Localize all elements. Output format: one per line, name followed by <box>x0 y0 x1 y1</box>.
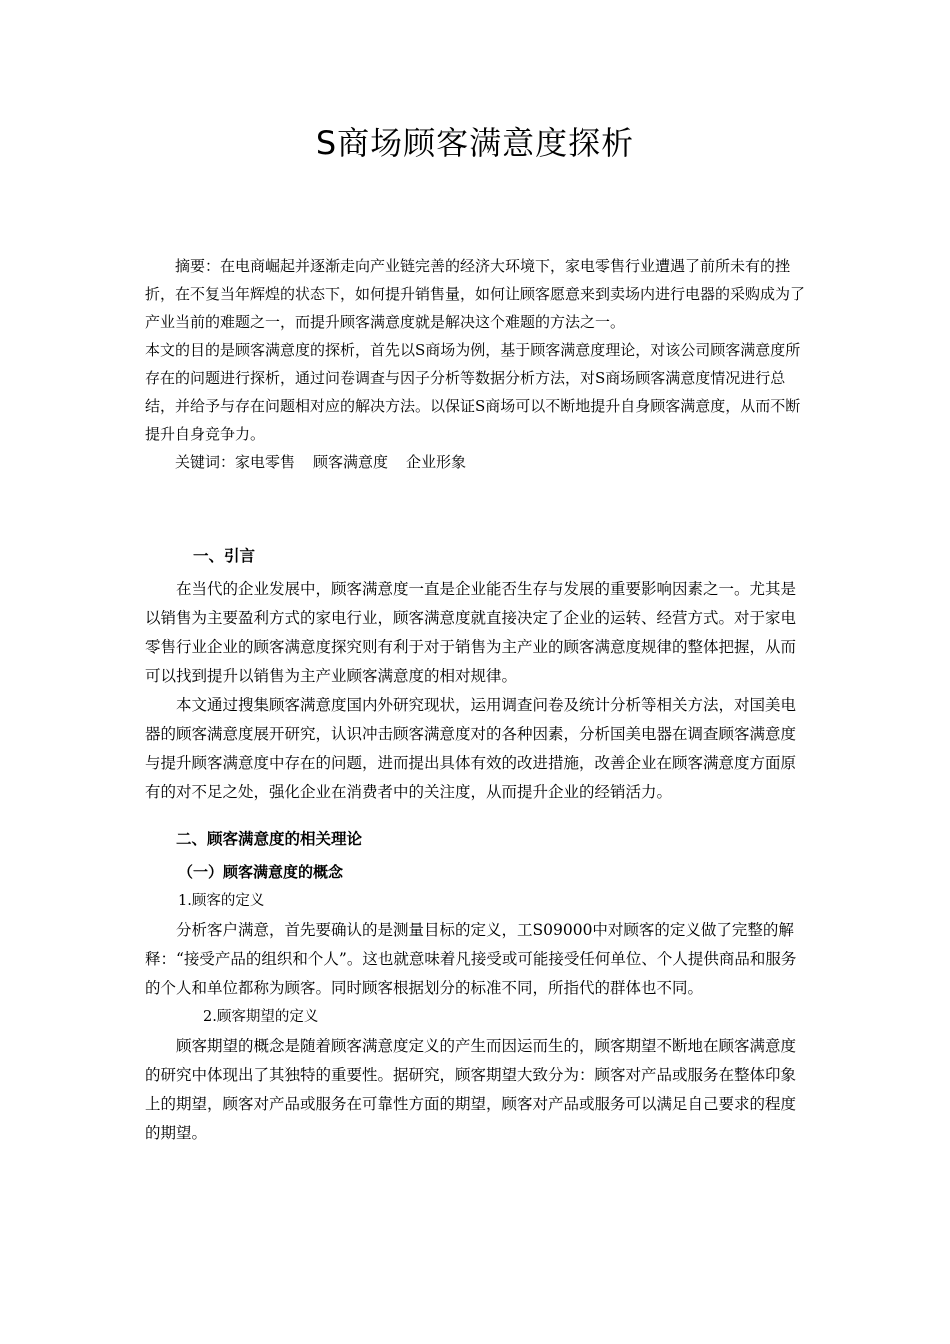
abstract-block <box>145 252 807 476</box>
definition-paragraph-customer: 分析客户满意，首先要确认的是测量目标的定义，工S09000中对顾客的定义做了完整的解释：“接受产品的组织和个人”。这也就意味着凡接受或可能接受任何单位、个人提供商品和服务的个人和单位都称为顾客。同时顾客根据划分的标准不同，所指代的群体也不同。 <box>145 921 797 997</box>
document-title: S商场顾客满意度探析 <box>315 124 635 162</box>
subsection-heading-concept: （一）顾客满意度的概念 <box>178 863 344 881</box>
section-heading-theory: 二、顾客满意度的相关理论 <box>176 830 363 848</box>
abstract-paragraph-1 <box>145 252 807 336</box>
definition-paragraph-expectation: 顾客期望的概念是随着顾客满意度定义的产生而因运而生的，顾客期望不断地在顾客满意度的研究中体现出了其独特的重要性。据研究，顾客期望大致分为：顾客对产品或服务在整体印象上的期望，顾客对产品或服务在可靠性方面的期望，顾客对产品或服务可以满足自己要求的程度的期望。 <box>145 1037 797 1142</box>
document-body <box>145 542 807 1148</box>
intro-paragraph-2: 本文通过搜集顾客满意度国内外研究现状，运用调查问卷及统计分析等相关方法，对国美电器的顾客满意度展开研究，认识冲击顾客满意度对的各种因素，分析国美电器在调查顾客满意度与提升顾客满意度中存在的问题，进而提出具体有效的改进措施，改善企业在顾客满意度方面原有的对不足之处，强化企业在消费者中的关注度，从而提升企业的经销活力。 <box>145 696 797 801</box>
abstract-text-1: 在电商崛起并逐渐走向产业链完善的经济大环境下，家电零售行业遭遇了前所未有的挫折，在不复当年辉煌的状态下，如何提升销售量，如何让顾客愿意来到卖场内进行电器的采购成为了产业当前的难题之一，而提升顾客满意度就是解决这个难题的方法之一。 <box>145 257 806 331</box>
abstract-paragraph-2: 本文的目的是顾客满意度的探析，首先以S商场为例，基于顾客满意度理论，对该公司顾客满意度所存在的问题进行探析，通过问卷调查与因子分析等数据分析方法，对S商场顾客满意度情况进行总结，并给予与存在问题相对应的解决方法。以保证S商场可以不断地提升自身顾客满意度，从而不断提升自身竞争力。 <box>145 341 801 443</box>
keyword-item: 企业形象 <box>406 453 467 471</box>
definition-heading-customer: 1.顾客的定义 <box>178 893 265 909</box>
keywords-label: 关键词： <box>175 453 236 471</box>
intro-paragraph-1: 在当代的企业发展中，顾客满意度一直是企业能否生存与发展的重要影响因素之一。尤其是以销售为主要盈利方式的家电行业，顾客满意度就直接决定了企业的运转、经营方式。对于家电零售行业企业的顾客满意度探究则有利于对于销售为主产业的顾客满意度规律的整体把握，从而可以找到提升以销售为主产业顾客满意度的相对规律。 <box>145 580 797 685</box>
abstract-label: 摘要： <box>175 257 221 275</box>
keyword-item: 顾客满意度 <box>313 453 389 471</box>
definition-heading-expectation: 2.顾客期望的定义 <box>203 1009 319 1025</box>
keywords-line <box>145 448 807 476</box>
keyword-item: 家电零售 <box>235 453 296 471</box>
section-heading-intro: 一、引言 <box>193 547 256 565</box>
